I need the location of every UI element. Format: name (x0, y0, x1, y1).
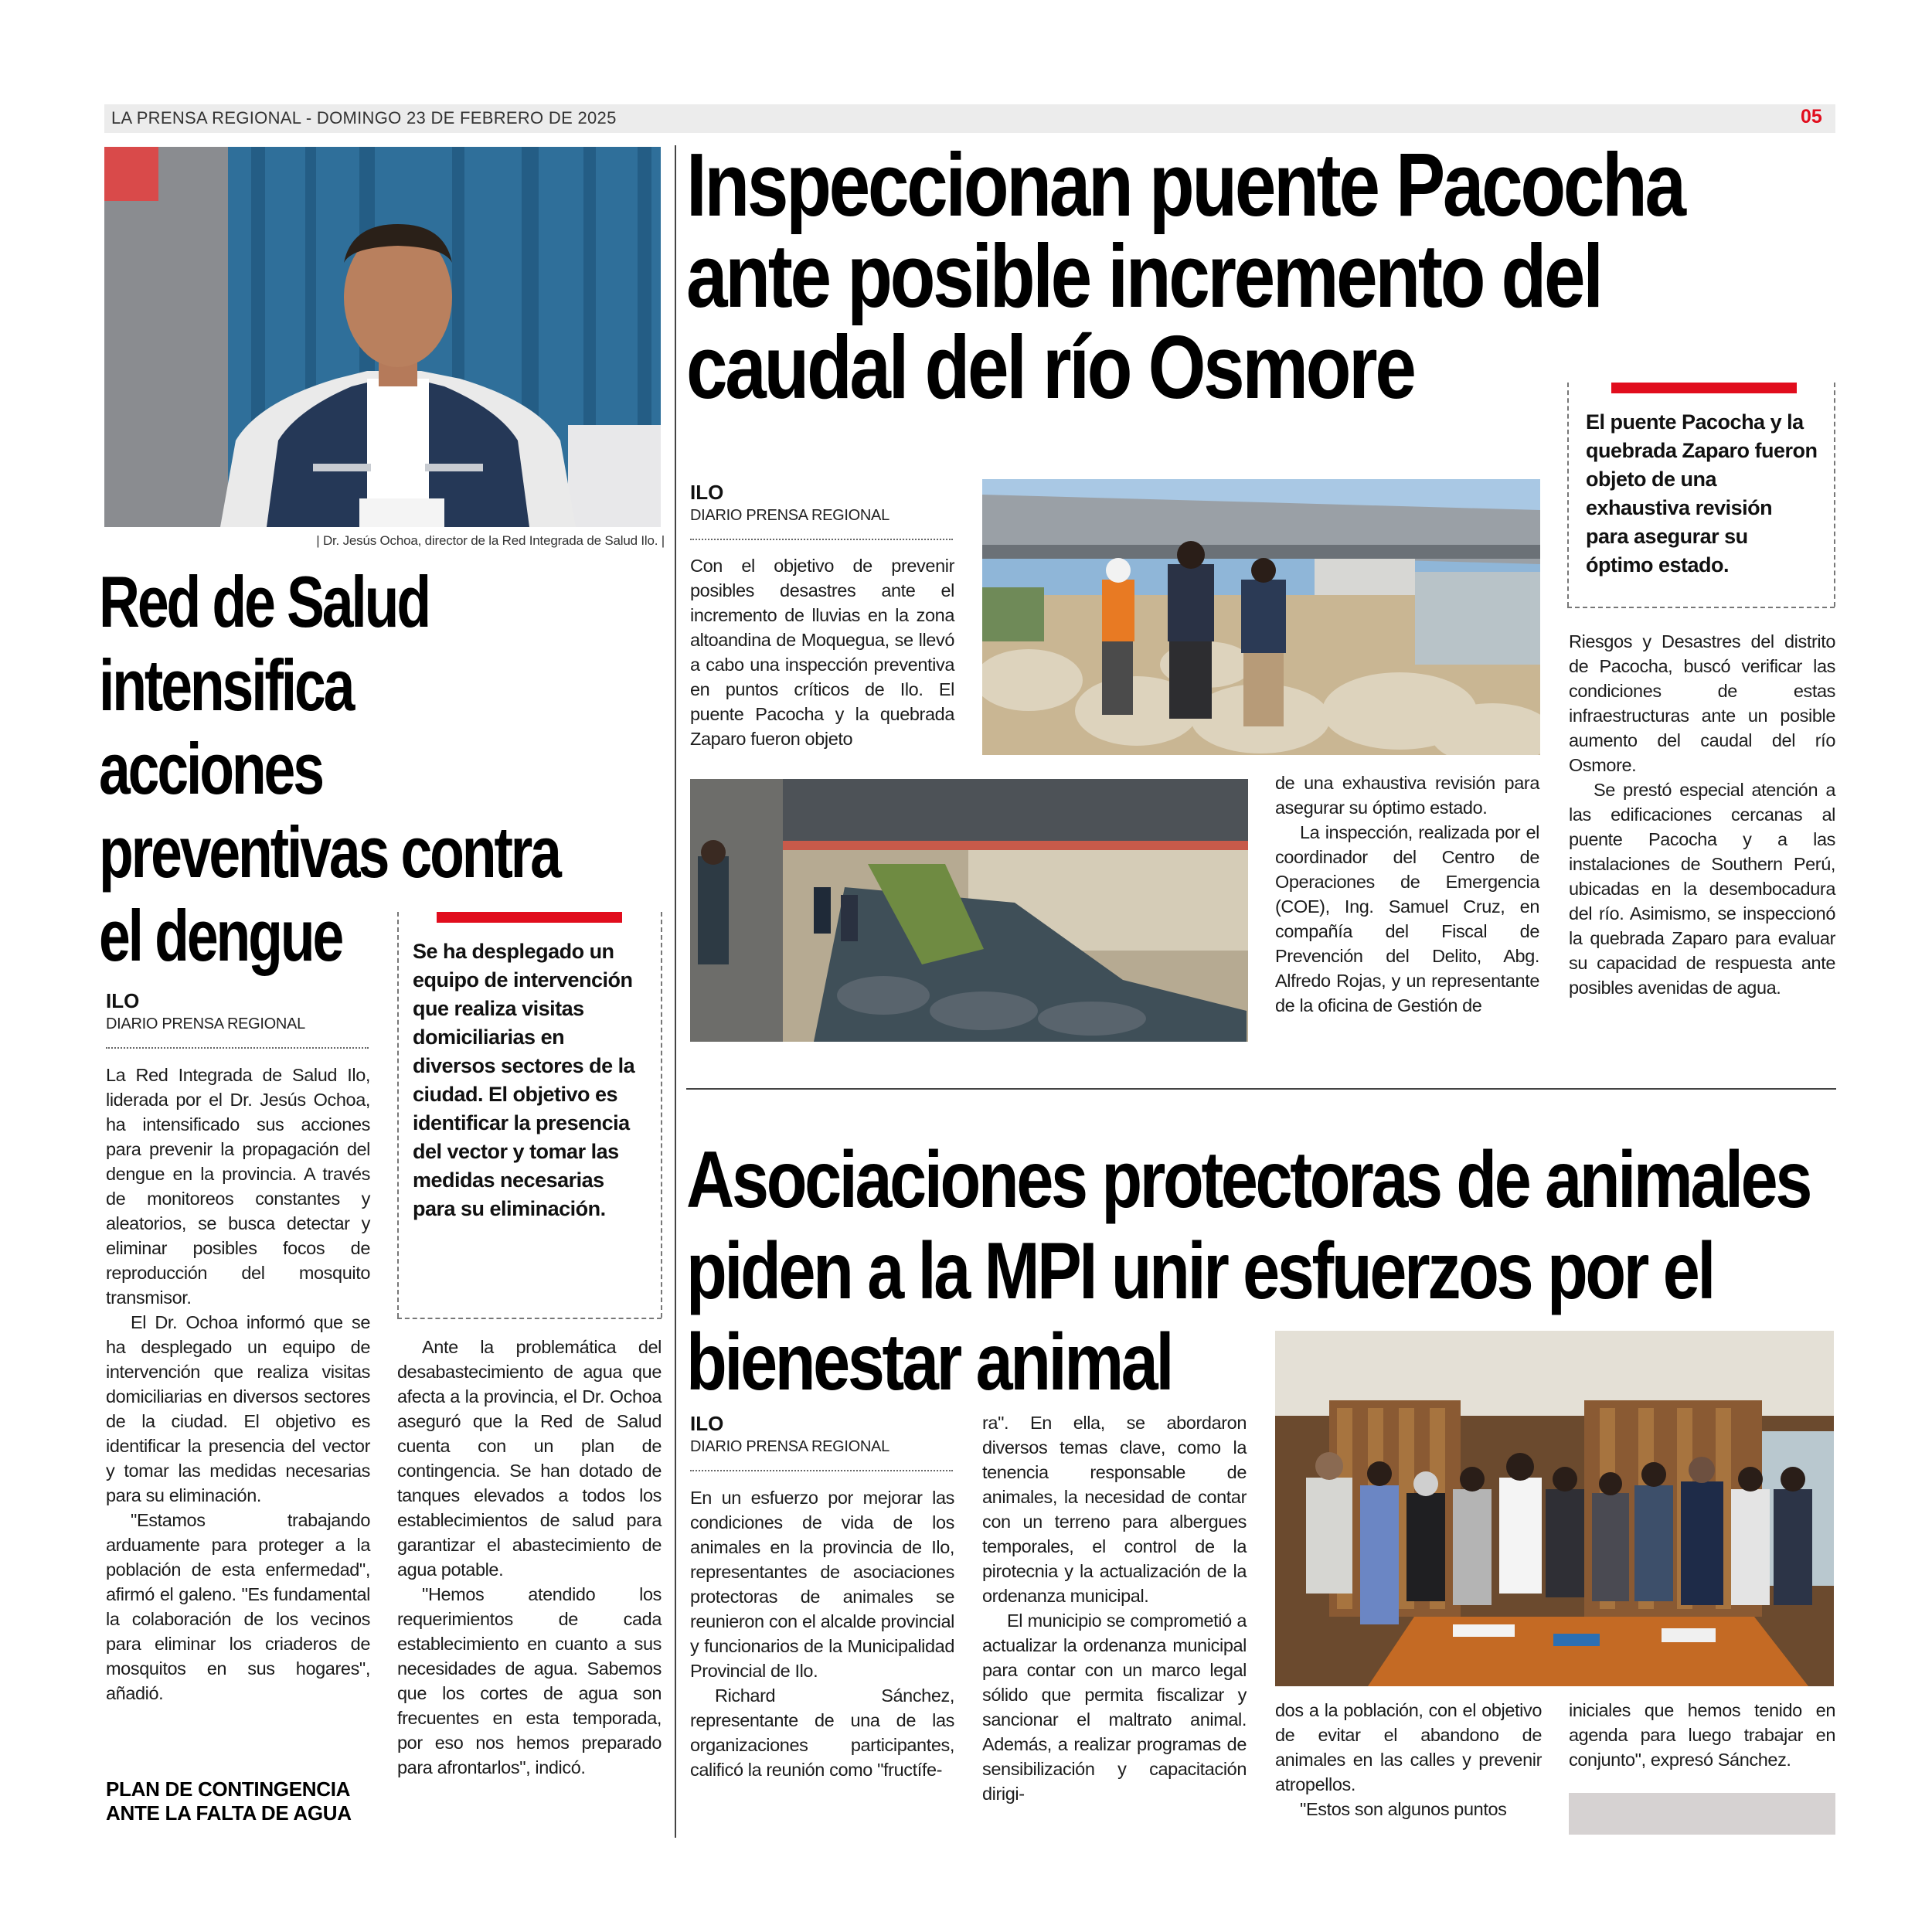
headline-line: ante posible incremento del (686, 226, 1601, 326)
column-divider-left (675, 145, 676, 1838)
headline-bridge (686, 134, 1738, 417)
paragraph: de una exhaustiva revisión para asegurar su óptimo estado. (1275, 773, 1539, 818)
paragraph: Ante la problemática del desabastecimiento de agua que afecta a la provincia, el Dr. Ochoa aseguró que la Red de Salud cuenta con un plan de contingencia. Se han dotado de tanques elevados a todos los establecimientos de salud para garantizar el abastecimiento de agua potable. (397, 1337, 662, 1580)
pullquote-border-right (1834, 383, 1835, 607)
dateline-rule (106, 1047, 369, 1049)
pullquote-border-bottom (1567, 607, 1835, 608)
animals-column-1 (690, 1485, 954, 1782)
dateline-place: ILO (690, 481, 724, 504)
headline-line: piden a la MPI unir esfuerzos por el (686, 1226, 1714, 1316)
headline-line: preventivas contra (99, 811, 560, 893)
bridge-column-1 (690, 553, 954, 751)
paragraph: La inspección, realizada por el coordinador del Centro de Operaciones de Emergencia (COE), Ing. Samuel Cruz, en compañía del Fiscal de Prevención del Delito, Abg. Alfredo Rojas, y un representante de la oficina de Gestión de (1275, 822, 1539, 1015)
dateline-rule (690, 1470, 953, 1471)
headline-line: bienestar animal (686, 1318, 1172, 1407)
paragraph: La Red Integrada de Salud Ilo, liderada por el Dr. Jesús Ochoa, ha intensificado sus acciones para prevenir la propagación del dengue en la provincia. A través de monitoreos constantes y aleatorios, se busca detectar y eliminar posibles focos de reproducción del mosquito transmisor. (106, 1065, 370, 1308)
dateline-rule (690, 539, 953, 540)
headline-line: Inspeccionan puente Pacocha (686, 134, 1684, 235)
paragraph: "Hemos atendido los requerimientos de cada establecimiento en cuanto a sus necesidades de agua. Sabemos que los cortes de agua son frecuentes en esta temporada, por eso nos hemos preparado para afrontarlos", indicó. (397, 1584, 662, 1777)
dateline-source: DIARIO PRENSA REGIONAL (690, 1438, 889, 1455)
headline-line: caudal del río Osmore (686, 317, 1414, 417)
paragraph: El municipio se comprometió a actualizar la ordenanza municipal para contar con un marco legal sólido que permita fiscalizar y sancionar el maltrato animal. Además, a realizar programas de sensibilización y capacitación dirigi- (982, 1611, 1247, 1804)
paragraph: En un esfuerzo por mejorar las condiciones de vida de los animales en la provincia de Ilo, representantes de asociaciones protectoras de animales se reunieron con el alcalde provincial y funcionarios de la Municipalidad Provincial de Ilo. (690, 1488, 954, 1681)
dateline-place: ILO (106, 989, 140, 1012)
bridge-underside-photo (690, 779, 1248, 1042)
publication-line: LA PRENSA REGIONAL - DOMINGO 23 DE FEBRERO DE 2025 (111, 108, 617, 128)
dengue-column-1 (106, 1063, 370, 1706)
dateline-source: DIARIO PRENSA REGIONAL (106, 1015, 305, 1032)
pullquote-border-bottom (397, 1318, 662, 1319)
animals-column-4 (1569, 1698, 1835, 1772)
paragraph: Se prestó especial atención a las edificaciones cercanas al puente Pacocha y a las instalaciones de Southern Perú, ubicadas en la desembocadura del río. Asimismo, se inspeccionó la quebrada Zaparo para evaluar su capacidad de respuesta ante posibles avenidas de agua. (1569, 780, 1835, 998)
group-meeting-photo (1275, 1331, 1834, 1686)
headline-line: el dengue (99, 895, 342, 976)
bridge-inspection-photo (982, 479, 1540, 755)
paragraph: "Estamos trabajando arduamente para proteger a la población de esta enfermedad", afirmó el galeno. "Es fundamental la colaboración de los vecinos para eliminar los criaderos de mosquitos en sus hogares", añadió. (106, 1510, 370, 1703)
section-divider (686, 1088, 1836, 1090)
headline-line: intensifica (99, 645, 353, 726)
headline-line: Red de Salud (99, 561, 430, 642)
headline-line: Asociaciones protectoras de animales (686, 1135, 1811, 1225)
bridge-column-2 (1275, 770, 1539, 1018)
subhead: PLAN DE CONTINGENCIA ANTE LA FALTA DE AGUA (106, 1777, 352, 1825)
pull-quote: Se ha desplegado un equipo de intervención que realiza visitas domiciliarias en diversos sectores de la ciudad. El objetivo es identificar la presencia del vector y tomar las medidas necesarias para su eliminación. (413, 940, 635, 1220)
paragraph: "Estos son algunos puntos (1300, 1799, 1507, 1819)
ad-placeholder (1569, 1793, 1835, 1835)
paragraph: dos a la población, con el objetivo de evitar el abandono de animales en las calles y prevenir atropellos. (1275, 1700, 1542, 1794)
pullquote-border-left (1567, 383, 1569, 607)
headline-line: acciones (99, 728, 322, 809)
paragraph: ra". En ella, se abordaron diversos temas clave, como la tenencia responsable de animales, la necesidad de contar con un terreno para albergues temporales, el control de la pirotecnia y la actualización de la ordenanza municipal. (982, 1413, 1247, 1606)
bridge-column-3 (1569, 629, 1835, 1000)
animals-column-3 (1275, 1698, 1542, 1821)
dengue-column-2 (397, 1335, 662, 1780)
pull-quote: El puente Pacocha y la quebrada Zaparo fueron objeto de una exhaustiva revisión para asegurar su óptimo estado. (1586, 410, 1818, 577)
pullquote-border-left (397, 912, 399, 1318)
animals-column-2 (982, 1410, 1247, 1806)
paragraph: El Dr. Ochoa informó que se ha desplegado un equipo de intervención que realiza visitas domiciliarias en diversos sectores de la ciudad. El objetivo es identificar la presencia del vector y tomar las medidas necesarias para su eliminación. (106, 1312, 370, 1505)
paragraph: iniciales que hemos tenido en agenda para luego trabajar en conjunto", expresó Sánchez. (1569, 1700, 1835, 1770)
pullquote-border-right (661, 912, 662, 1318)
page-number: 05 (1801, 106, 1822, 128)
pullquote-accent-bar (437, 912, 622, 923)
photo-caption: | Dr. Jesús Ochoa, director de la Red Integrada de Salud Ilo. | (316, 533, 665, 548)
dateline-place: ILO (690, 1412, 724, 1435)
dateline-source: DIARIO PRENSA REGIONAL (690, 507, 889, 524)
paragraph: Riesgos y Desastres del distrito de Pacocha, buscó verificar las condiciones de estas infraestructuras ante un posible aumento del caudal del río Osmore. (1569, 631, 1835, 775)
paragraph: Con el objetivo de prevenir posibles desastres ante el incremento de lluvias en la zona altoandina de Moquegua, se llevó a cabo una inspección preventiva en puntos críticos de Ilo. El puente Pacocha y la quebrada Zaparo fueron objeto (690, 556, 954, 749)
paragraph: Richard Sánchez, representante de una de las organizaciones participantes, calificó la reunión como "fructífe- (690, 1685, 954, 1780)
pullquote-accent-bar (1611, 383, 1797, 393)
portrait-photo (104, 147, 661, 527)
